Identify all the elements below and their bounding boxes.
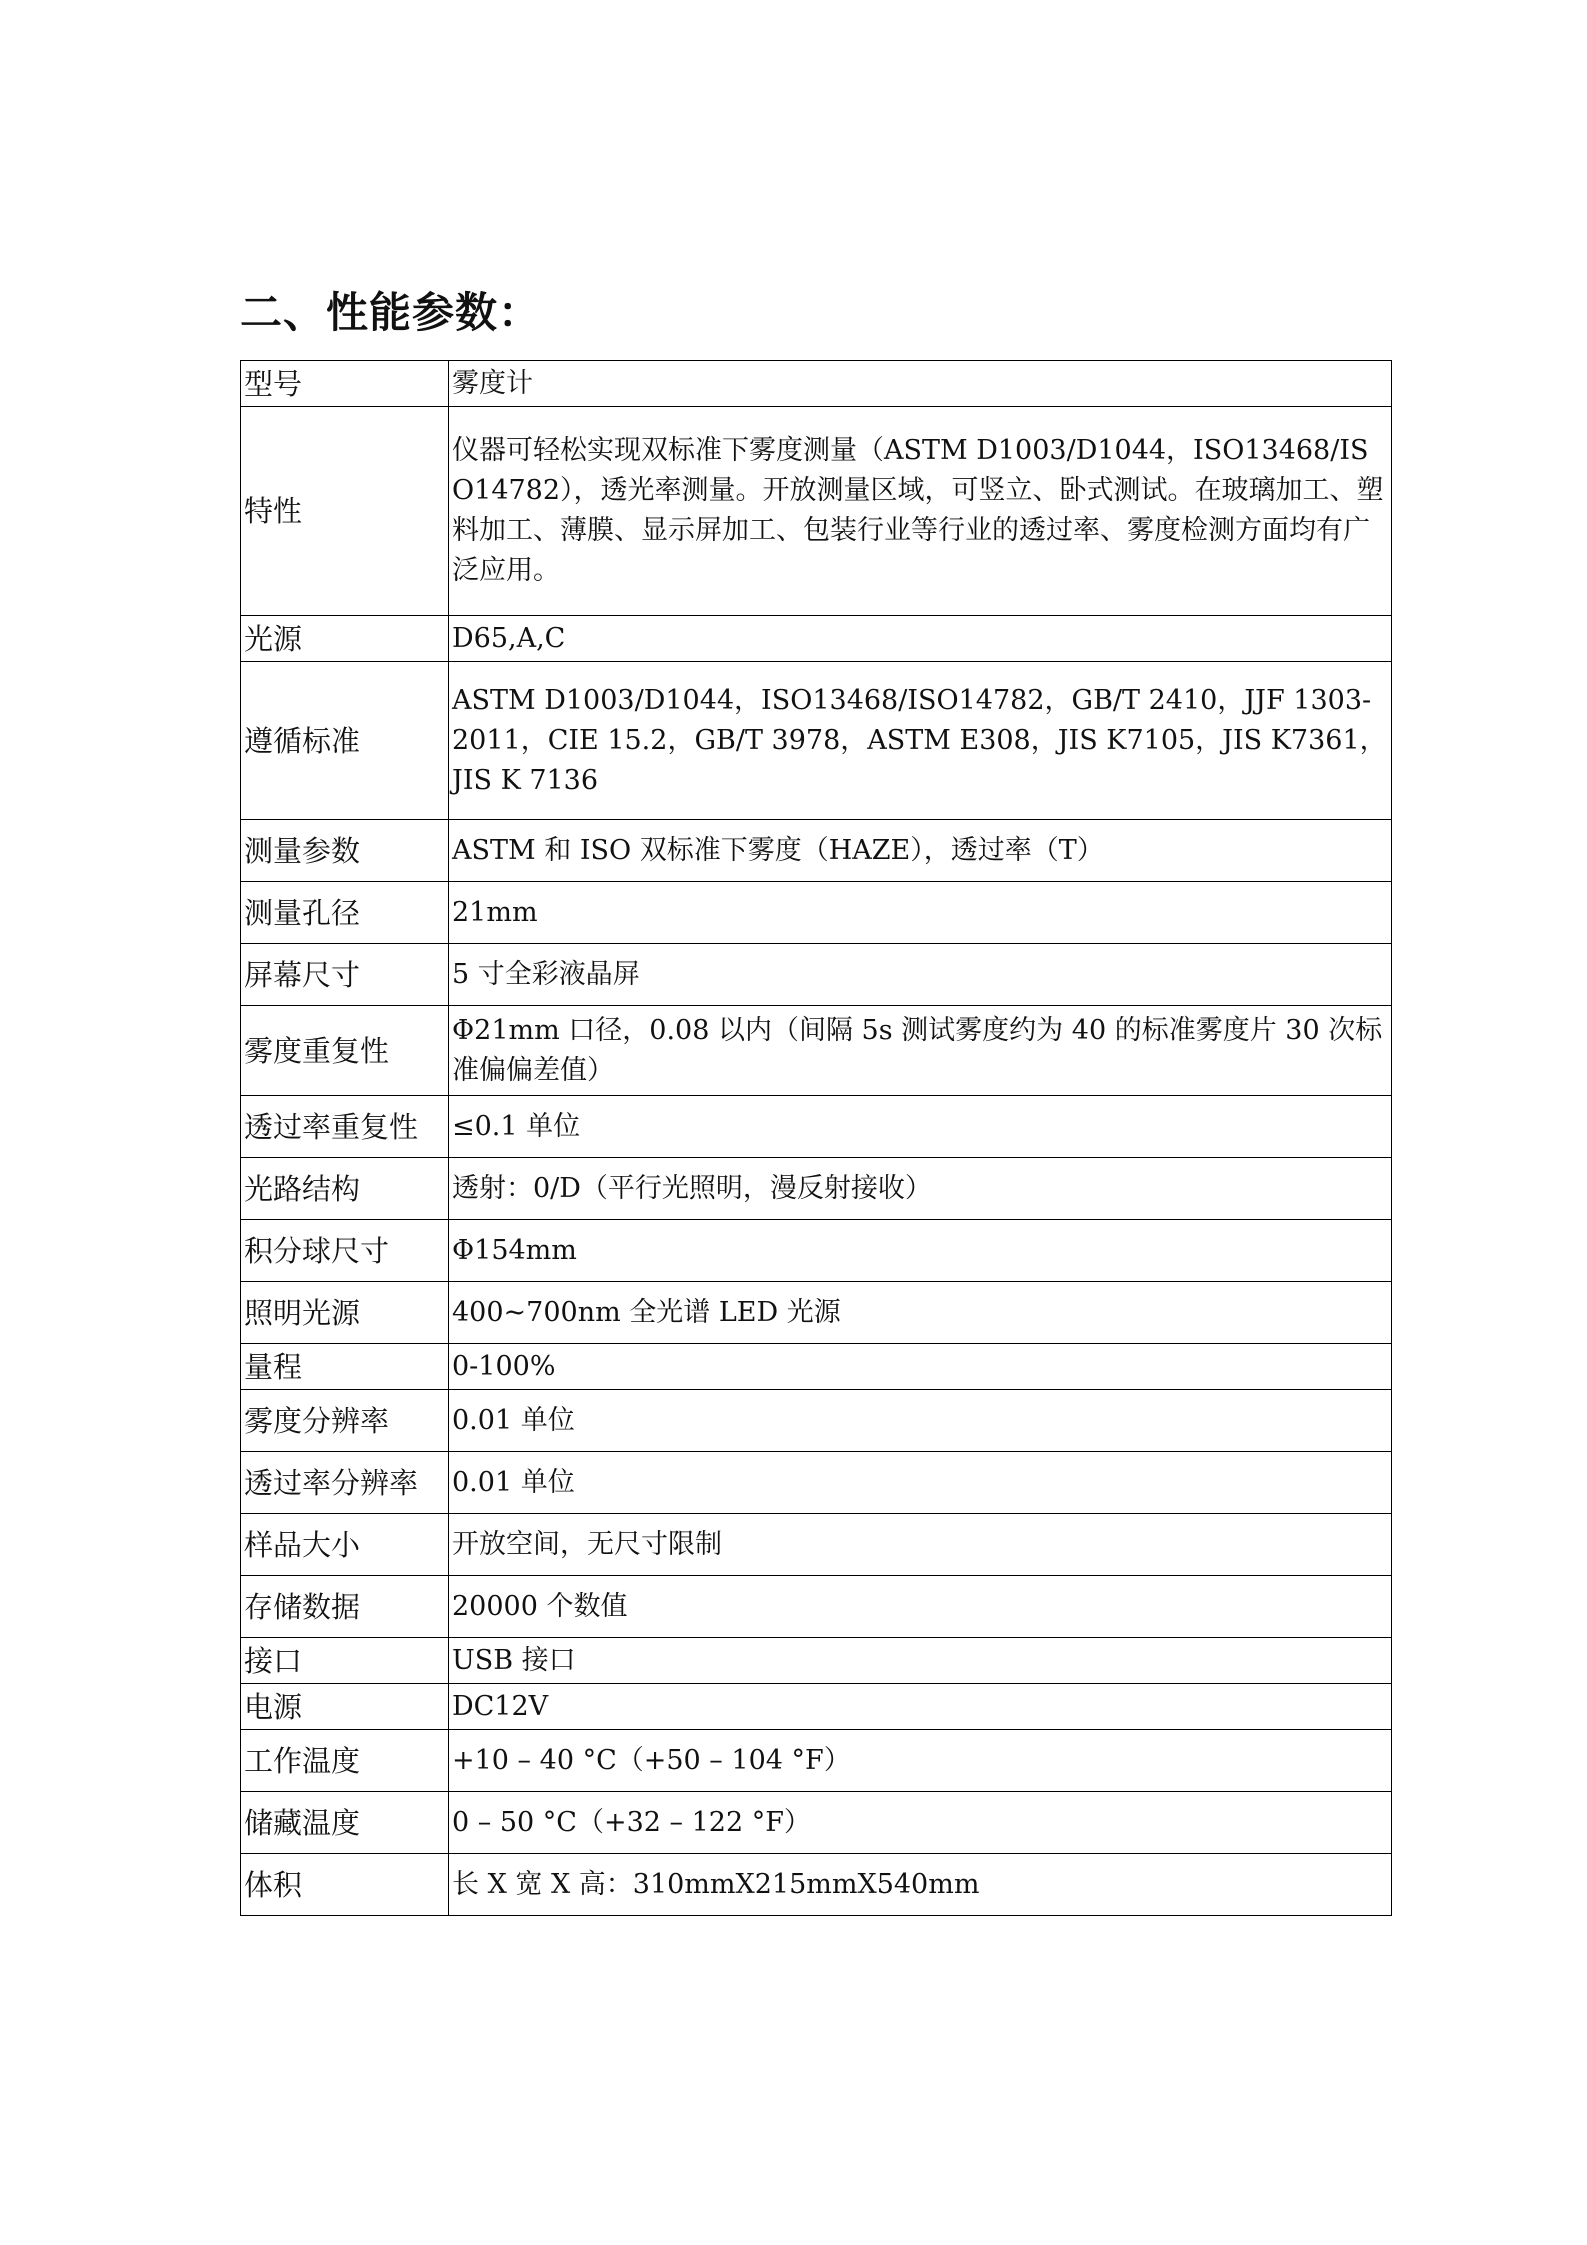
row-value: 雾度计 bbox=[449, 361, 1392, 407]
table-row bbox=[241, 1158, 1392, 1220]
row-label: 测量孔径 bbox=[241, 882, 449, 944]
row-label: 体积 bbox=[241, 1854, 449, 1916]
row-label: 积分球尺寸 bbox=[241, 1220, 449, 1282]
row-label: 光源 bbox=[241, 616, 449, 662]
row-value: ASTM D1003/D1044，ISO13468/ISO14782，GB/T 2410，JJF 1303-2011，CIE 15.2，GB/T 3978，ASTM E308，JIS K7105，JIS K7361，JIS K 7136 bbox=[449, 662, 1392, 820]
row-label: 存储数据 bbox=[241, 1576, 449, 1638]
table-row bbox=[241, 361, 1392, 407]
row-label: 遵循标准 bbox=[241, 662, 449, 820]
row-value: 20000 个数值 bbox=[449, 1576, 1392, 1638]
table-row bbox=[241, 407, 1392, 616]
table-row bbox=[241, 1684, 1392, 1730]
table-row bbox=[241, 1792, 1392, 1854]
row-value: DC12V bbox=[449, 1684, 1392, 1730]
row-value: USB 接口 bbox=[449, 1638, 1392, 1684]
row-value: ASTM 和 ISO 双标准下雾度（HAZE），透过率（T） bbox=[449, 820, 1392, 882]
table-row bbox=[241, 1282, 1392, 1344]
row-label: 型号 bbox=[241, 361, 449, 407]
table-row bbox=[241, 882, 1392, 944]
table-row bbox=[241, 1514, 1392, 1576]
row-value: 0 – 50 °C（+32 – 122 °F） bbox=[449, 1792, 1392, 1854]
row-value: 0-100% bbox=[449, 1344, 1392, 1390]
row-label: 照明光源 bbox=[241, 1282, 449, 1344]
row-value: 透射：0/D（平行光照明，漫反射接收） bbox=[449, 1158, 1392, 1220]
row-label: 雾度分辨率 bbox=[241, 1390, 449, 1452]
table-row bbox=[241, 1638, 1392, 1684]
row-value: 长 X 宽 X 高：310mmX215mmX540mm bbox=[449, 1854, 1392, 1916]
row-label: 透过率分辨率 bbox=[241, 1452, 449, 1514]
row-label: 雾度重复性 bbox=[241, 1006, 449, 1096]
row-label: 电源 bbox=[241, 1684, 449, 1730]
row-value: Φ21mm 口径，0.08 以内（间隔 5s 测试雾度约为 40 的标准雾度片 30 次标准偏偏差值） bbox=[449, 1006, 1392, 1096]
row-value: Φ154mm bbox=[449, 1220, 1392, 1282]
table-row bbox=[241, 1452, 1392, 1514]
row-label: 特性 bbox=[241, 407, 449, 616]
row-label: 透过率重复性 bbox=[241, 1096, 449, 1158]
row-label: 样品大小 bbox=[241, 1514, 449, 1576]
row-value: +10 – 40 °C（+50 – 104 °F） bbox=[449, 1730, 1392, 1792]
section-title: 二、性能参数： bbox=[240, 288, 542, 337]
row-label: 光路结构 bbox=[241, 1158, 449, 1220]
spec-table bbox=[240, 360, 1392, 1916]
table-row bbox=[241, 662, 1392, 820]
table-row bbox=[241, 1344, 1392, 1390]
row-value: 0.01 单位 bbox=[449, 1452, 1392, 1514]
row-label: 储藏温度 bbox=[241, 1792, 449, 1854]
table-row bbox=[241, 1220, 1392, 1282]
table-row bbox=[241, 1006, 1392, 1096]
table-row bbox=[241, 616, 1392, 662]
row-value: 5 寸全彩液晶屏 bbox=[449, 944, 1392, 1006]
row-value: 400~700nm 全光谱 LED 光源 bbox=[449, 1282, 1392, 1344]
row-value: ≤0.1 单位 bbox=[449, 1096, 1392, 1158]
table-row bbox=[241, 1730, 1392, 1792]
row-label: 接口 bbox=[241, 1638, 449, 1684]
row-value: D65,A,C bbox=[449, 616, 1392, 662]
row-value: 开放空间，无尺寸限制 bbox=[449, 1514, 1392, 1576]
row-value: 仪器可轻松实现双标准下雾度测量（ASTM D1003/D1044，ISO13468/ISO14782），透光率测量。开放测量区域，可竖立、卧式测试。在玻璃加工、塑料加工、薄膜、显示屏加工、包装行业等行业的透过率、雾度检测方面均有广泛应用。 bbox=[449, 407, 1392, 616]
table-row bbox=[241, 820, 1392, 882]
table-row bbox=[241, 944, 1392, 1006]
row-label: 工作温度 bbox=[241, 1730, 449, 1792]
row-label: 量程 bbox=[241, 1344, 449, 1390]
table-row bbox=[241, 1390, 1392, 1452]
table-row bbox=[241, 1576, 1392, 1638]
row-label: 屏幕尺寸 bbox=[241, 944, 449, 1006]
row-label: 测量参数 bbox=[241, 820, 449, 882]
row-value: 0.01 单位 bbox=[449, 1390, 1392, 1452]
table-row bbox=[241, 1854, 1392, 1916]
table-row bbox=[241, 1096, 1392, 1158]
row-value: 21mm bbox=[449, 882, 1392, 944]
